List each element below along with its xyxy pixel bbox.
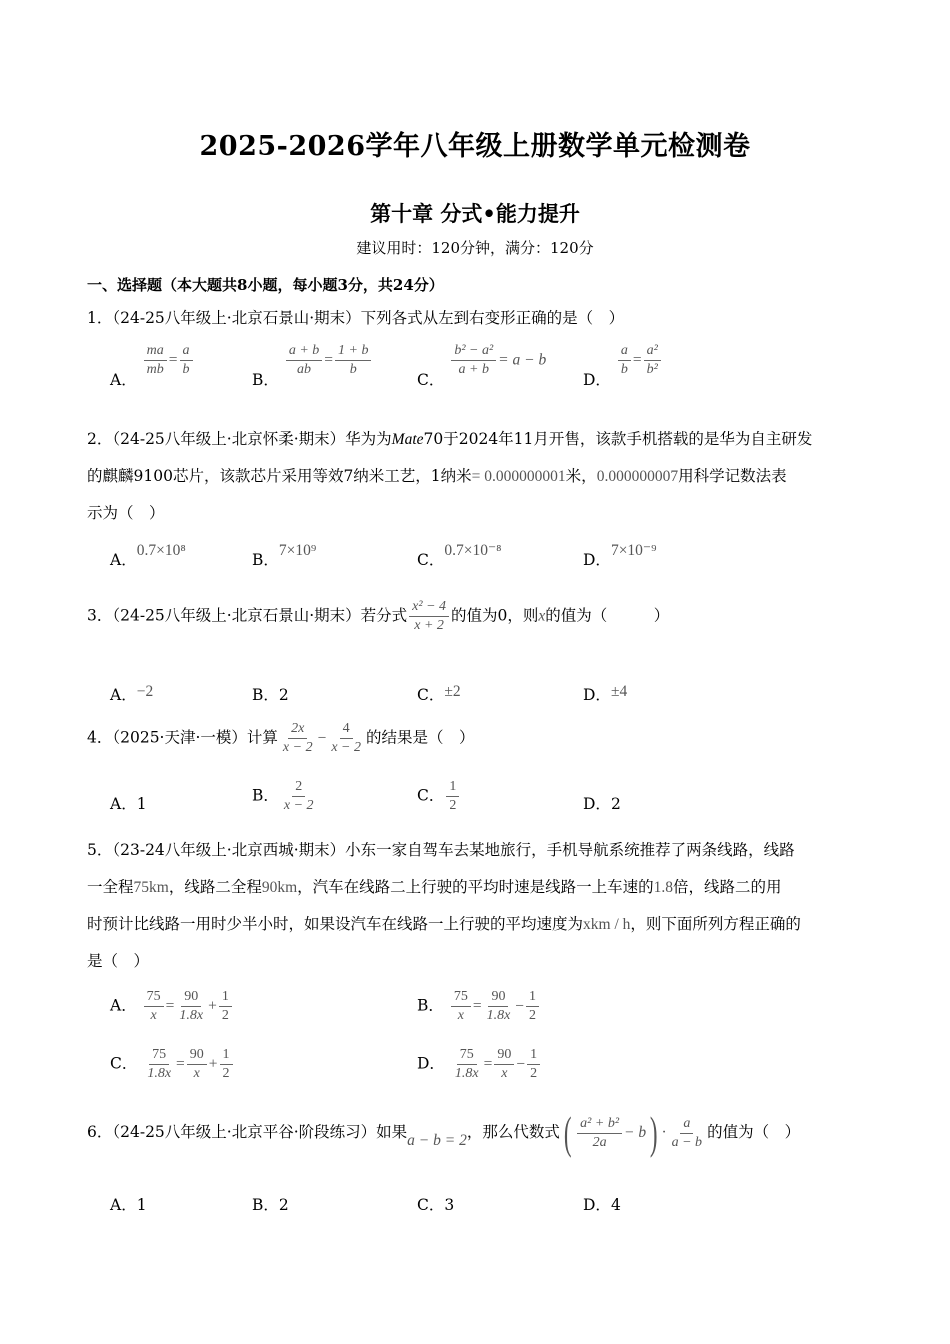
fraction-den: x − 2 (283, 798, 314, 813)
question-5 (87, 832, 867, 980)
q5-text: 倍，线路二的用 (673, 878, 782, 896)
option-label: A． (110, 551, 137, 569)
q4-option-c[interactable] (417, 778, 461, 815)
q1-option-b[interactable]: B． $\frac{a + b}{ab}$ = $\frac{1 + b}{b}$ (252, 342, 373, 379)
q1-option-c[interactable] (417, 342, 547, 389)
option-label: A． (110, 686, 137, 704)
equals-sign: = (176, 1055, 185, 1073)
exam-info: 建议用时：120分钟，满分：120分 (356, 239, 594, 257)
option-label: C． (110, 1054, 138, 1073)
q2-option-c[interactable] (417, 542, 502, 570)
option-label: B． (252, 370, 279, 389)
option-label: B． (417, 996, 444, 1015)
question-2-options (110, 542, 870, 572)
fraction-den: 2 (530, 1066, 538, 1081)
fraction-num: 90 (181, 988, 201, 1007)
fraction-den: x + 2 (414, 618, 444, 633)
q6-option-b[interactable] (252, 1193, 289, 1215)
fraction-den: 1.8x (147, 1066, 172, 1081)
q5-ratio: 1.8 (653, 879, 674, 896)
option-label: B． (252, 786, 279, 805)
q3-option-d[interactable] (583, 683, 627, 705)
option-label: C． (417, 1196, 445, 1214)
page-title: 2025-2026学年八年级上册数学单元检测卷 (199, 131, 751, 162)
option-label: C． (417, 686, 445, 704)
q6-text: 的值为（ ） (707, 1123, 801, 1141)
fraction-num: 75 (457, 1046, 477, 1065)
option-value: 7×10⁻⁹ (610, 542, 657, 559)
fraction-num: 1 (526, 988, 539, 1007)
option-value: 4 (610, 1196, 621, 1214)
q2-text: 70于2024年11月开售，该款手机搭载的是华为自主研发 (423, 430, 813, 448)
q6-option-d[interactable] (583, 1193, 621, 1215)
fraction-num: 2x (288, 720, 307, 739)
option-value: 0.7×10⁸ (136, 542, 186, 559)
q5-option-c[interactable] (110, 1046, 235, 1083)
q5-text: ，汽车在线路二上行驶的平均时速是线路一上车速的 (297, 878, 654, 896)
q2-text: 米， (565, 467, 597, 485)
fraction-den: 2 (222, 1066, 230, 1081)
fraction-den: a + b (458, 362, 489, 377)
q3-option-c[interactable] (417, 683, 461, 705)
q2-value: 0.000000007 (596, 468, 679, 485)
option-value: 3 (444, 1196, 455, 1214)
fraction-den: 2 (529, 1008, 537, 1023)
minus-sign: − (317, 729, 327, 747)
q6-option-c[interactable] (417, 1193, 454, 1215)
option-value: 1 (136, 1196, 147, 1214)
q2-option-a[interactable] (110, 542, 186, 570)
question-4 (87, 720, 867, 757)
fraction-den: 1.8x (454, 1066, 479, 1081)
q3-text: 的值为（ ） (545, 606, 670, 625)
q5-distance: 75km (133, 879, 169, 896)
q2-option-d[interactable] (583, 542, 657, 570)
option-label: A． (110, 1196, 137, 1214)
fraction-num: ma (144, 342, 167, 361)
option-value: 1 (136, 795, 147, 813)
option-value: 2 (278, 686, 289, 704)
q6-condition: a − b = 2 (407, 1132, 467, 1149)
q4-option-a[interactable] (110, 792, 147, 814)
q4-option-d[interactable] (583, 792, 621, 814)
q4-option-b[interactable] (252, 778, 319, 815)
fraction-num: 90 (488, 988, 508, 1007)
fraction-den: x (193, 1066, 200, 1081)
fraction-den: 1.8x (486, 1008, 511, 1023)
option-label: C． (417, 370, 445, 389)
fraction-num: 1 (219, 988, 232, 1007)
equals-sign: = (483, 1055, 493, 1073)
q3-variable: x (538, 607, 546, 625)
q3-text: 的值为0，则 (451, 606, 539, 625)
fraction-den: b (349, 362, 357, 377)
option-label: D． (583, 686, 611, 704)
fraction-num: a + b (286, 342, 322, 361)
fraction-den: ab (297, 362, 312, 377)
q2-option-b[interactable] (252, 542, 317, 570)
option-label: C． (417, 551, 445, 569)
q4-text: 的结果是（ ） (366, 728, 475, 747)
option-value: −2 (136, 683, 154, 700)
option-label: D． (583, 795, 611, 813)
plus-sign: + (208, 997, 217, 1015)
fraction-num: 1 (527, 1046, 540, 1065)
q5-text: 5．（23-24八年级上·北京西城·期末）小东一家自驾车去某地旅行，手机导航系统推荐了两条线路，线路 (87, 841, 795, 859)
fraction-den: x − 2 (331, 740, 362, 755)
question-1-text: 1．（24-25八年级上·北京石景山·期末）下列各式从左到右变形正确的是（ ） (87, 309, 625, 327)
fraction-den: mb (146, 362, 164, 377)
fraction-num: a² + b² (577, 1115, 622, 1134)
question-4-options (110, 778, 870, 822)
q5-text: 是（ ） (87, 952, 150, 970)
fraction-num: 4 (340, 720, 353, 739)
equation-rhs: = a − b (498, 351, 547, 369)
option-value: 2 (610, 795, 621, 813)
chapter-subtitle: 第十章 分式•能力提升 (370, 201, 580, 226)
fraction-num: 90 (494, 1046, 514, 1065)
option-value: 0.7×10⁻⁸ (444, 542, 502, 559)
q3-option-a[interactable] (110, 683, 153, 705)
equals-sign: = (472, 997, 482, 1015)
fraction-den: b (620, 362, 628, 377)
section-heading: 一、选择题（本大题共8小题，每小题3分，共24分） (87, 276, 444, 294)
fraction-den: x (150, 1008, 157, 1023)
q6-text: 6．（24-25八年级上·北京平谷·阶段练习）如果 (87, 1123, 408, 1141)
question-3-options (110, 683, 870, 707)
fraction-den: x − 2 (282, 740, 313, 755)
question-6-options (110, 1193, 870, 1217)
minus-sign: − (516, 1055, 526, 1073)
q3-option-b[interactable] (252, 683, 289, 705)
q2-text: 示为（ ） (87, 504, 165, 522)
fraction-den: b (182, 362, 190, 377)
plus-sign: + (208, 1055, 218, 1073)
question-5-options (110, 988, 870, 1088)
question-6: 6．（24-25八年级上·北京平谷·阶段练习）如果a − b = 2，那么代数式( $\frac{\text{a² + b²}}{2a}$ − b) · $\frac{a}{a - b}$ 的值为（ ） (87, 1107, 801, 1158)
q3-text: 3．（24-25八年级上·北京石景山·期末）若分式 (87, 606, 408, 625)
fraction-den: 2 (221, 1008, 229, 1023)
q6-option-a[interactable] (110, 1193, 147, 1215)
q2-text: 用科学记数法表 (678, 467, 787, 485)
option-label: B． (252, 551, 279, 569)
fraction-den: 1.8x (179, 1008, 204, 1023)
q5-option-d[interactable] (417, 1046, 542, 1083)
q2-mate: Mate (391, 431, 424, 448)
fraction-num: 1 (446, 778, 459, 797)
fraction-den: x (501, 1066, 508, 1081)
dot-operator: · (661, 1124, 667, 1141)
option-label: A． (110, 795, 137, 813)
option-label: B． (252, 1196, 279, 1214)
fraction-den: 2a (592, 1134, 607, 1150)
q5-distance: 90km (261, 879, 298, 896)
fraction-num: 2 (292, 778, 305, 797)
fraction-num: 90 (187, 1046, 207, 1065)
fraction-num: 75 (149, 1046, 169, 1065)
q5-text: ，线路二全程 (168, 878, 262, 896)
q5-text: 时预计比线路一用时少半小时，如果设汽车在线路一上行驶的平均速度为 (87, 915, 584, 933)
q5-speed: xkm / h (583, 916, 631, 933)
q6-text: ，那么代数式 (466, 1123, 560, 1141)
q1-option-d[interactable]: D． $\frac{a}{b}$ = $\frac{\text{a²}}{\text{b²}}$ (583, 342, 663, 379)
fraction-num: a (180, 342, 193, 361)
q2-value: = 0.000000001 (471, 468, 566, 485)
fraction-num: a² (644, 342, 661, 361)
equals-sign: = (165, 997, 175, 1015)
fraction-num: 1 (220, 1046, 233, 1065)
option-label: D． (583, 370, 611, 389)
option-label: D． (417, 1054, 445, 1073)
q1-option-a[interactable]: A． $\frac{ma}{mb}$ = $\frac{a}{b}$ (110, 342, 195, 379)
fraction-den: a − b (671, 1134, 703, 1150)
q2-text: 2．（24-25八年级上·北京怀柔·期末）华为为 (87, 430, 392, 448)
fraction-den: 2 (449, 798, 457, 813)
q5-option-a[interactable] (110, 988, 234, 1025)
fraction-num: a (618, 342, 631, 361)
fraction-num: b² − a² (451, 342, 496, 361)
option-value: 2 (278, 1196, 289, 1214)
q2-text: 的麒麟9100芯片，该款芯片采用等效7纳米工艺，1纳米 (87, 467, 472, 485)
option-value: ±2 (444, 683, 461, 700)
option-label: A． (110, 996, 137, 1015)
q5-text: 一全程 (87, 878, 134, 896)
q4-text: 4．（2025·天津·一模）计算 (87, 728, 278, 747)
option-label: D． (583, 551, 611, 569)
option-label: C． (417, 786, 445, 805)
question-1-options (110, 342, 870, 389)
option-label: A． (110, 370, 137, 389)
fraction-num: 75 (144, 988, 164, 1007)
question-2 (87, 421, 867, 532)
minus-sign: − (515, 997, 525, 1015)
q5-text: ，则下面所列方程正确的 (630, 915, 801, 933)
option-label: B． (252, 686, 279, 704)
fraction-den: b² (646, 362, 658, 377)
question-3 (87, 598, 867, 635)
question-1 (87, 300, 867, 337)
fraction-num: x² − 4 (409, 598, 449, 617)
option-value: 7×10⁹ (278, 542, 317, 559)
fraction-num: a (680, 1115, 693, 1134)
fraction-num: 1 + b (335, 342, 371, 361)
q5-option-b[interactable] (417, 988, 541, 1025)
option-value: ±4 (610, 683, 628, 700)
fraction-den: x (457, 1008, 464, 1023)
option-label: D． (583, 1196, 611, 1214)
fraction-num: 75 (451, 988, 471, 1007)
q6-term: − b (624, 1124, 647, 1141)
